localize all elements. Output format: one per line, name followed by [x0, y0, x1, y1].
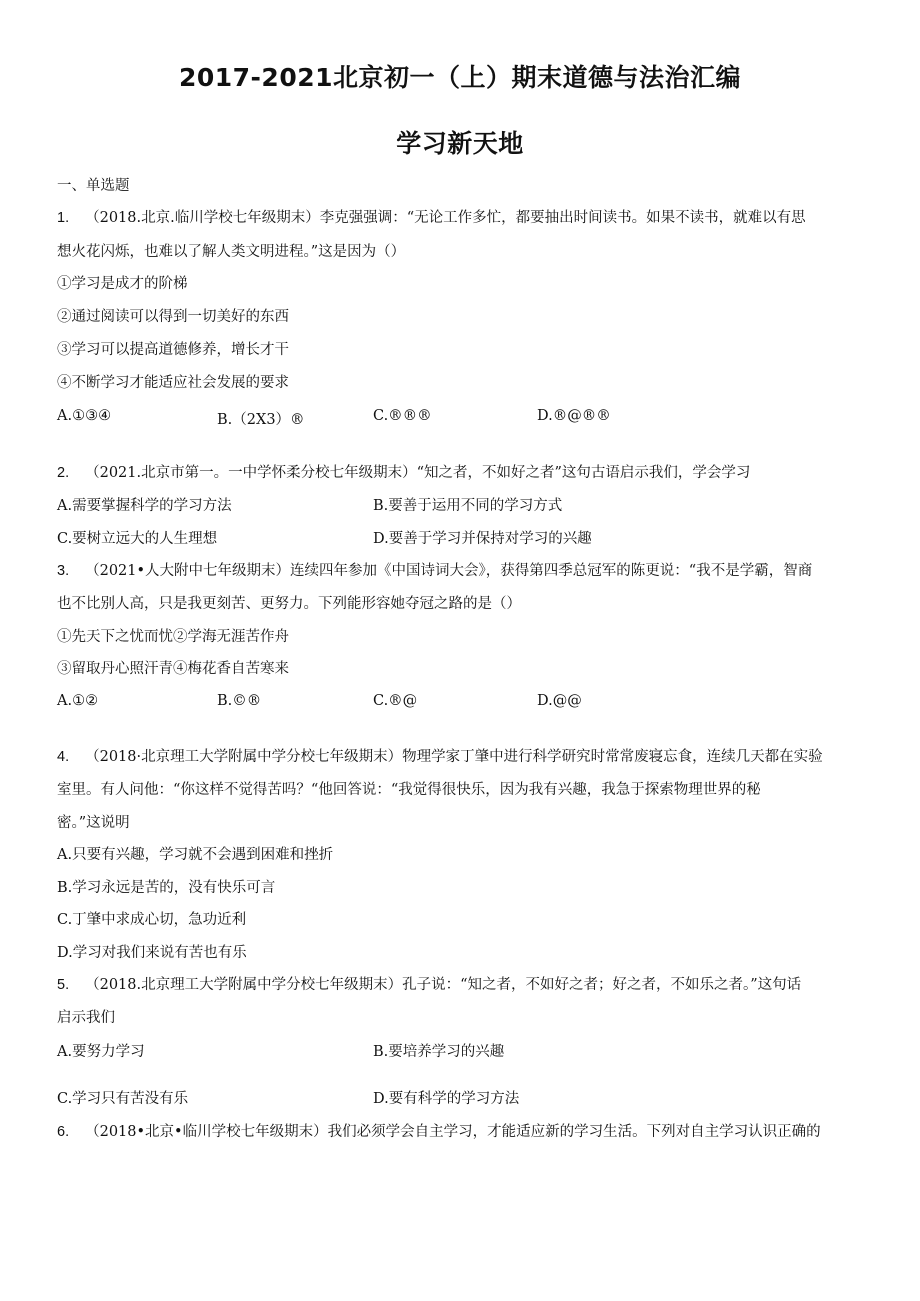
- question-3-option-c[interactable]: C.®@: [373, 693, 418, 709]
- question-4-option-a[interactable]: A.只要有兴趣，学习就不会遇到困难和挫折: [57, 847, 334, 863]
- question-6-number: 6.: [57, 1124, 70, 1140]
- question-1-option-d[interactable]: D.®@®®: [537, 408, 611, 424]
- question-1-number: 1.: [57, 210, 70, 226]
- question-3-statement: ③留取丹心照汗青④梅花香自苦寒来: [57, 661, 289, 677]
- question-5-option-b[interactable]: B.要培养学习的兴趣: [373, 1044, 505, 1060]
- question-3-option-b[interactable]: B.©®: [217, 693, 262, 709]
- question-2-option-a[interactable]: A.需要掌握科学的学习方法: [57, 498, 232, 514]
- question-2-option-d[interactable]: D.要善于学习并保持对学习的兴趣: [373, 531, 592, 547]
- section-heading: 一、单选题: [57, 178, 130, 194]
- question-3-number: 3.: [57, 563, 70, 579]
- document-subtitle: 学习新天地: [396, 129, 524, 158]
- question-3-statement: ①先天下之忧而忧②学海无涯苦作舟: [57, 629, 289, 645]
- question-3-option-a[interactable]: A.①②: [57, 693, 99, 709]
- question-4-option-b[interactable]: B.学习永远是苦的，没有快乐可言: [57, 880, 276, 896]
- question-1-stem-line-1: 1. （2018.北京.临川学校七年级期末）李克强强调：“无论工作多忙，都要抽出时间读书。如果不读书，就难以有思: [57, 210, 806, 226]
- question-1-statement: ②通过阅读可以得到一切美好的东西: [57, 309, 289, 325]
- question-2-number: 2.: [57, 465, 70, 481]
- question-5-number: 5.: [57, 977, 70, 993]
- question-6-stem-line-1: 6. （2018•北京•临川学校七年级期末）我们必须学会自主学习，才能适应新的学习生活。下列对自主学习认识正确的: [57, 1124, 821, 1140]
- question-4-option-c[interactable]: C.丁肇中求成心切，急功近利: [57, 912, 247, 928]
- question-2-option-b[interactable]: B.要善于运用不同的学习方式: [373, 498, 563, 514]
- question-1-stem-line-2: 想火花闪烁，也难以了解人类文明进程。”这是因为（）: [57, 244, 406, 260]
- question-1-option-a[interactable]: A.①③④: [57, 408, 112, 424]
- question-1-option-c[interactable]: C.®®®: [373, 408, 432, 424]
- question-5-option-a[interactable]: A.要努力学习: [57, 1044, 145, 1060]
- question-1-statement: ④不断学习才能适应社会发展的要求: [57, 375, 289, 391]
- question-3-stem-line-1: 3. （2021•人大附中七年级期末）连续四年参加《中国诗词大会》，获得第四季总冠军的陈更说：“我不是学霸，智商: [57, 563, 813, 579]
- document-title: 2017-2021北京初一（上）期末道德与法治汇编: [178, 63, 742, 92]
- question-4-number: 4.: [57, 749, 70, 765]
- question-4-option-d[interactable]: D.学习对我们来说有苦也有乐: [57, 945, 247, 961]
- question-2-stem-line-1: 2. （2021.北京市第一。一中学怀柔分校七年级期末）“知之者，不如好之者”这句古语启示我们，学会学习: [57, 465, 751, 481]
- question-1-option-b[interactable]: B.（2X3）®: [217, 412, 305, 428]
- question-4-stem-line-3: 密。”这说明: [57, 815, 130, 831]
- question-2-option-c[interactable]: C.要树立远大的人生理想: [57, 531, 218, 547]
- question-1-statement: ①学习是成才的阶梯: [57, 276, 188, 292]
- question-1-statement: ③学习可以提高道德修养，增长才干: [57, 342, 289, 358]
- question-4-stem-line-1: 4. （2018·北京理工大学附属中学分校七年级期末）物理学家丁肇中进行科学研究时常常废寝忘食，连续几天都在实验: [57, 749, 823, 765]
- question-5-stem-line-2: 启示我们: [57, 1010, 115, 1026]
- question-5-stem-line-1: 5. （2018.北京理工大学附属中学分校七年级期末）孔子说：“知之者，不如好之者；好之者，不如乐之者。”这句话: [57, 977, 802, 993]
- question-4-stem-line-2: 室里。有人问他：“你这样不觉得苦吗？“他回答说：“我觉得很快乐，因为我有兴趣，我急于探索物理世界的秘: [57, 782, 761, 798]
- question-3-stem-line-2: 也不比别人高，只是我更刻苦、更努力。下列能形容她夺冠之路的是（）: [57, 596, 521, 612]
- question-3-option-d[interactable]: D.@@: [537, 693, 582, 709]
- question-5-option-c[interactable]: C.学习只有苦没有乐: [57, 1091, 189, 1107]
- question-5-option-d[interactable]: D.要有科学的学习方法: [373, 1091, 520, 1107]
